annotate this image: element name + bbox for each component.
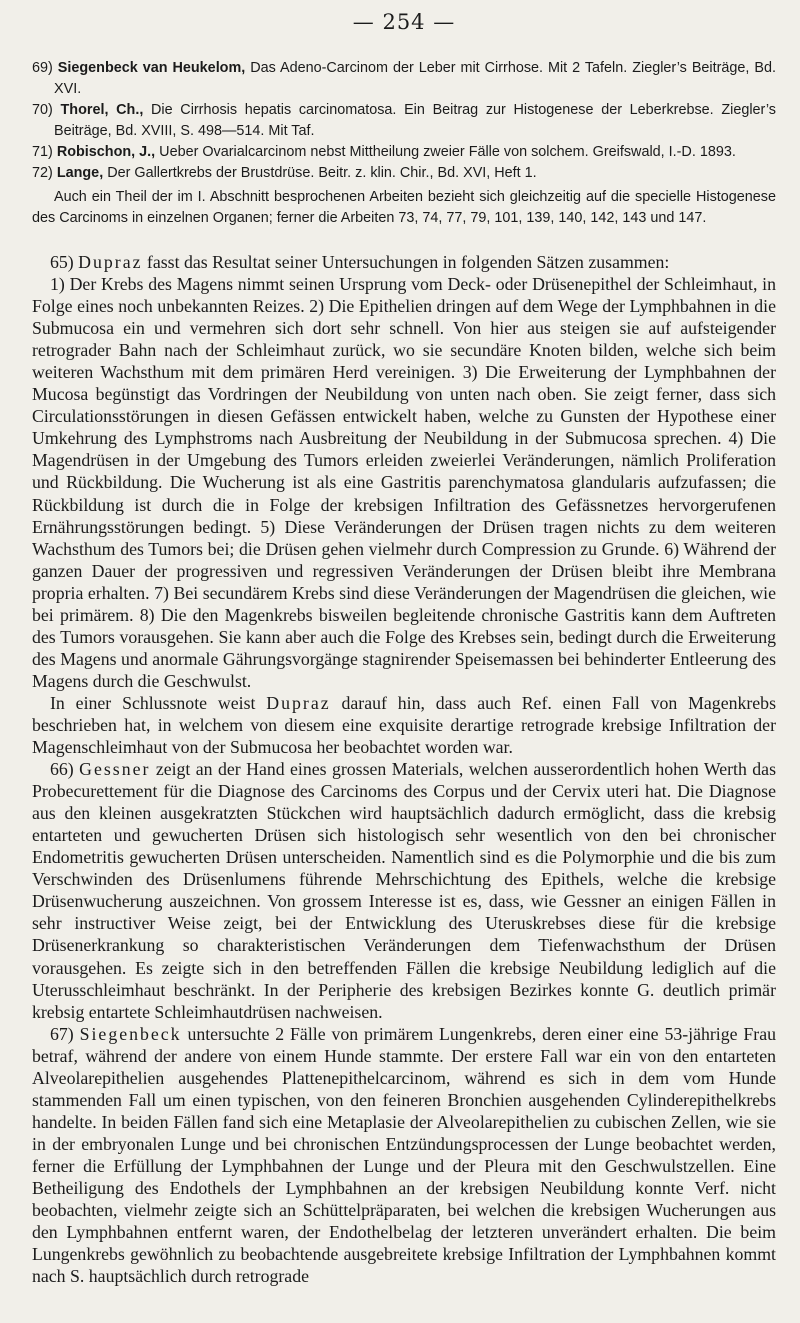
reference-item [32,163,776,184]
paragraph-text: zeigt an der Hand eines grossen Materials, welchen ausserordentlich hohen Werth das Probecurettement für die Diagnose des Carcinoms des Corpus und der Cervix uteri hat. Die Diagnose aus den kleinen ausgekratzten Stückchen wird hauptsächlich dadurch ermöglicht, dass die krebsig entarteten und gewucherten Drüsen sich histologisch sehr wesentlich von den bei chronischer Endometritis gewucherten Drüsen unterscheiden. Namentlich sind es die Polymorphie und die bis zum Verschwinden des Drüsenlumens führende Mehrschichtung des Epithels, welche die krebsige Drüsenwucherung auszeichnen. Von grossem Interesse ist es, dass, wie Gessner an einigen Fällen in sehr instructiver Weise zeigt, bei der Entwicklung des Uteruskrebses diese für die krebsige Drüsenerkrankung so charakteristischen Veränderungen dem Tiefenwachsthum der Drüsen vorausgehen. Es zeigte sich in den betreffenden Fällen die krebsige Neubildung lediglich auf die Uterusschleimhaut beschränkt. In der Peripherie des krebsigen Bezirkes konnte G. deutlich primär krebsig entartete Schleimhautdrüsen nachweisen. [32,759,776,1022]
author-name: Siegenbeck [79,1023,182,1044]
reference-number: 70) [32,102,53,118]
paragraph-lead: 67) [50,1023,80,1044]
reference-list [32,58,776,229]
page-number: — 254 — [352,10,456,34]
paragraph [32,251,776,273]
author-name: Dupraz [266,692,331,713]
reference-number: 71) [32,144,53,160]
reference-author: Thorel, Ch., [60,102,144,118]
reference-text: Die Cirrhosis hepatis carcinomatosa. Ein Beitrag zur Histogenese der Leberkrebse. Ziegler’s Beiträge, Bd. XVIII, S. 498—514. Mit Taf. [54,102,776,139]
reference-author: Robischon, J., [56,144,156,160]
paragraph-text: untersuchte 2 Fälle von primärem Lungenkrebs, deren einer eine 53-jährige Frau betraf, während der andere von einem Hunde stammte. Der erstere Fall war ein von den entarteten Alveolarepithelien ausgehendes Plattenepithelcarcinom, während es sich in dem vom Hunde stammenden Fall um einen typischen, von den feineren Bronchien ausgehenden Cylinderepithelkrebs handelte. In beiden Fällen fand sich eine Metaplasie der Alveolarepithelien zu cubischen Zellen, wie sie in der embryonalen Lunge und bei chronischen Entzündungsprocessen der Lunge beobachtet werden, ferner die Erfüllung der Lymphbahnen der Lunge und der Pleura mit den Geschwulstzellen. Eine Betheiligung des Endothels der Lymphbahnen an der krebsigen Neubildung konnte Verf. nicht beobachten, vielmehr zeigte sich an Schüttelpräparaten, bei welchen die krebsigen Wucherungen aus den Lymphbahnen entfernt waren, der Endothelbelag der letzteren unverändert erhalten. Die beim Lungenkrebs gewöhnlich zu beobachtende ausgebreitete krebsige Infiltration der Lymphbahnen kommt nach S. hauptsächlich durch retrograde [32,1023,776,1287]
paragraph [32,1023,776,1288]
paragraph-text: fasst das Resultat seiner Untersuchungen in folgenden Sätzen zusammen: [142,252,670,272]
reference-author: Lange, [56,165,104,181]
reference-number: 69) [32,60,53,76]
paragraph [32,273,776,692]
references-note: Auch ein Theil der im I. Abschnitt besprochenen Arbeiten bezieht sich gleichzeitig auf die specielle Histogenese des Carcinoms in einzelnen Organen; ferner die Arbeiten 73, 74, 77, 79, 101, 139, 140, 142, 143 und 147. [32,189,776,226]
paragraph-lead: 66) [50,759,80,780]
paragraph-text: 1) Der Krebs des Magens nimmt seinen Ursprung vom Deck- oder Drüsenepithel der Schleimhaut, in Folge eines noch unbekannten Reizes. 2) Die Epithelien dringen auf dem Wege der Lymphbahnen in die Submucosa ein und vermehren sich dort sehr schnell. Von hier aus steigen sie auf aufsteigender retrograder Bahn nach der Schleimhaut zurück, wo sie secundäre Knoten bilden, welche sich beim weiteren Wachsthum mit dem primären Herd vereinigen. 3) Die Erweiterung der Lymphbahnen der Mucosa begünstigt das Vordringen der Neubildung von unten nach oben. Sie zeigt ferner, dass sich Circulationsstörungen in diesen Gefässen entwickelt haben, welche zu Gunsten der Hypothese einer Umkehrung des Lymphstroms nach Ausbreitung der Neubildung in der Submucosa sprechen. 4) Die Magendrüsen in der Umgebung des Tumors erleiden zweierlei Veränderungen, nämlich Proliferation und Rückbildung. Die Wucherung ist als eine Gastritis parenchymatosa glandularis aufzufassen; die Rückbildung ist durch die in Folge der krebsigen Infiltration des Gefässnetzes hervorgerufenen Ernährungsstörungen bedingt. 5) Diese Veränderungen der Drüsen tragen nichts zu dem weiteren Wachsthum des Tumors bei; die Drüsen gehen vielmehr durch Compression zu Grunde. 6) Während der ganzen Dauer der progressiven und regressiven Veränderungen der Drüsen bleibt ihre Membrana propria erhalten. 7) Bei secundärem Krebs sind diese Veränderungen der Magendrüsen die gleichen, wie bei primärem. 8) Die den Magenkrebs bisweilen begleitende chronische Gastritis kann dem Auftreten des Tumors vorausgehen. Sie kann aber auch die Folge des Krebses sein, bedingt durch die Erweiterung des Magens und anormale Gährungsvorgänge stagnirender Speisemassen bei behinderter Entleerung des Magens durch die Geschwulst. [32,274,776,691]
reference-text: Ueber Ovarialcarcinom nebst Mittheilung zweier Fälle von solchem. Greifswald, I.-D. 1893. [155,144,736,160]
author-name: Gessner [79,759,151,780]
reference-item [32,58,776,100]
paragraph [32,758,776,1023]
body-text [32,251,776,1287]
reference-text: Das Adeno-Carcinom der Leber mit Cirrhose. Mit 2 Tafeln. Ziegler’s Beiträge, Bd. XVI. [54,60,776,97]
paragraph-lead: 65) [50,252,79,272]
paragraph-text: darauf hin, dass auch Ref. einen Fall von Magenkrebs beschrieben hat, in welchem von diesem eine exquisite derartige retrograde krebsige Infiltration der Magenschleimhaut von der Submucosa her beobachtet worden war. [32,692,776,758]
reference-number: 72) [32,165,53,181]
reference-text: Der Gallertkrebs der Brustdrüse. Beitr. z. klin. Chir., Bd. XVI, Heft 1. [103,165,537,181]
reference-item [32,100,776,142]
reference-item [32,142,776,163]
paragraph [32,692,776,758]
paragraph-lead: In einer Schlussnote weist [50,692,267,713]
reference-author: Siegenbeck van Heukelom, [57,60,246,76]
author-name: Dupraz [78,252,143,272]
